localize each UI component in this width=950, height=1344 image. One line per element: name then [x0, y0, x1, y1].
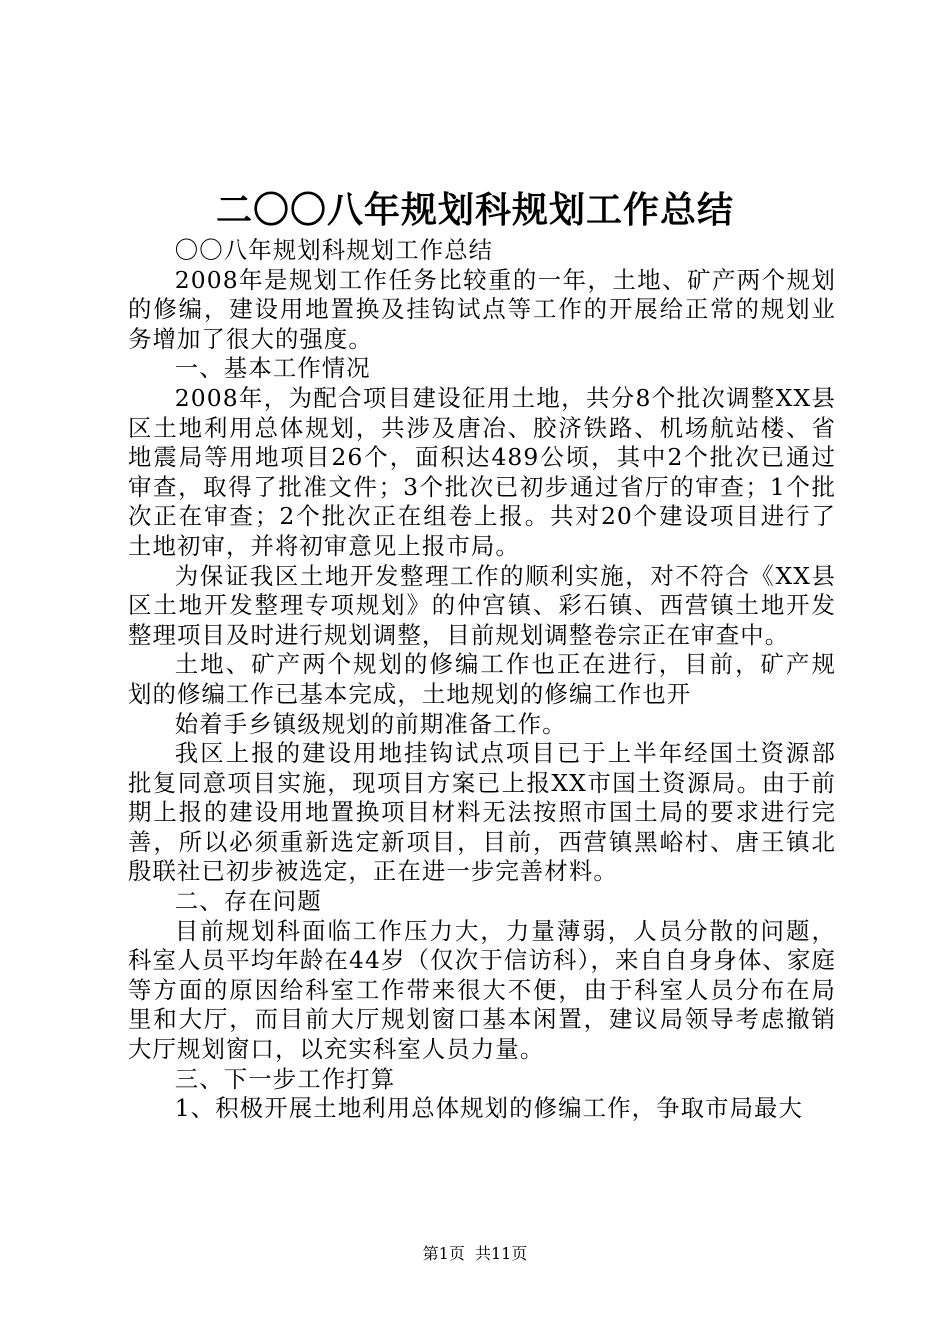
section-heading-basic-work: 一、基本工作情况 — [174, 354, 371, 383]
document-title: 二〇〇八年规划科规划工作总结 — [215, 189, 734, 231]
paragraph-pilot-project: 我区上报的建设用地挂钩试点项目已于上半年经国土资源部批复同意项目实施，现项目方案已上报XX市国土资源局。由于前期上报的建设用地置换项目材料无法按照市国土局的要求进行完善，所以必须重新选定新项目，目前，西营镇黑峪村、唐王镇北殷联社已初步被选定，正在进一步完善材料。 — [128, 739, 836, 886]
paragraph-township-plan: 始着手乡镇级规划的前期准备工作。 — [174, 709, 567, 738]
paragraph-intro: 2008年是规划工作任务比较重的一年，土地、矿产两个规划的修编，建设用地置换及挂钩试点等工作的开展给正常的规划业务增加了很大的强度。 — [128, 265, 836, 353]
section-heading-problems: 二、存在问题 — [174, 887, 322, 916]
paragraph-land-adjustment: 2008年，为配合项目建设征用土地，共分8个批次调整XX县区土地利用总体规划，共涉及唐冶、胶济铁路、机场航站楼、省地震局等用地项目26个，面积达489公顷，其中2个批次已通过审查，取得了批准文件；3个批次已初步通过省厅的审查；1个批次正在审查；2个批次正在组卷上报。共对20个建设项目进行了土地初审，并将初审意见上报市局。 — [128, 383, 836, 560]
paragraph-plan-revision: 土地、矿产两个规划的修编工作也正在进行，目前，矿产规划的修编工作已基本完成，土地规划的修编工作也开 — [128, 650, 836, 708]
page-footer: 第1页 共11页 — [422, 1244, 528, 1263]
paragraph-next-step-1: 1、积极开展土地利用总体规划的修编工作，争取市局最大 — [174, 1094, 804, 1123]
paragraph-subtitle: 〇〇八年规划科规划工作总结 — [174, 236, 494, 264]
paragraph-problems: 目前规划科面临工作压力大，力量薄弱，人员分散的问题，科室人员平均年龄在44岁（仅次于信访科），来自自身身体、家庭等方面的原因给科室工作带来很大不便，由于科室人员分布在局里和大厅，而目前大厅规划窗口基本闲置，建议局领导考虑撤销大厅规划窗口，以充实科室人员力量。 — [128, 916, 836, 1064]
paragraph-land-development: 为保证我区土地开发整理工作的顺利实施，对不符合《XX县区土地开发整理专项规划》的仲宫镇、彩石镇、西营镇土地开发整理项目及时进行规划调整，目前规划调整卷宗正在审查中。 — [128, 561, 836, 649]
section-heading-next-steps: 三、下一步工作打算 — [174, 1064, 396, 1093]
document-body — [128, 236, 836, 1124]
